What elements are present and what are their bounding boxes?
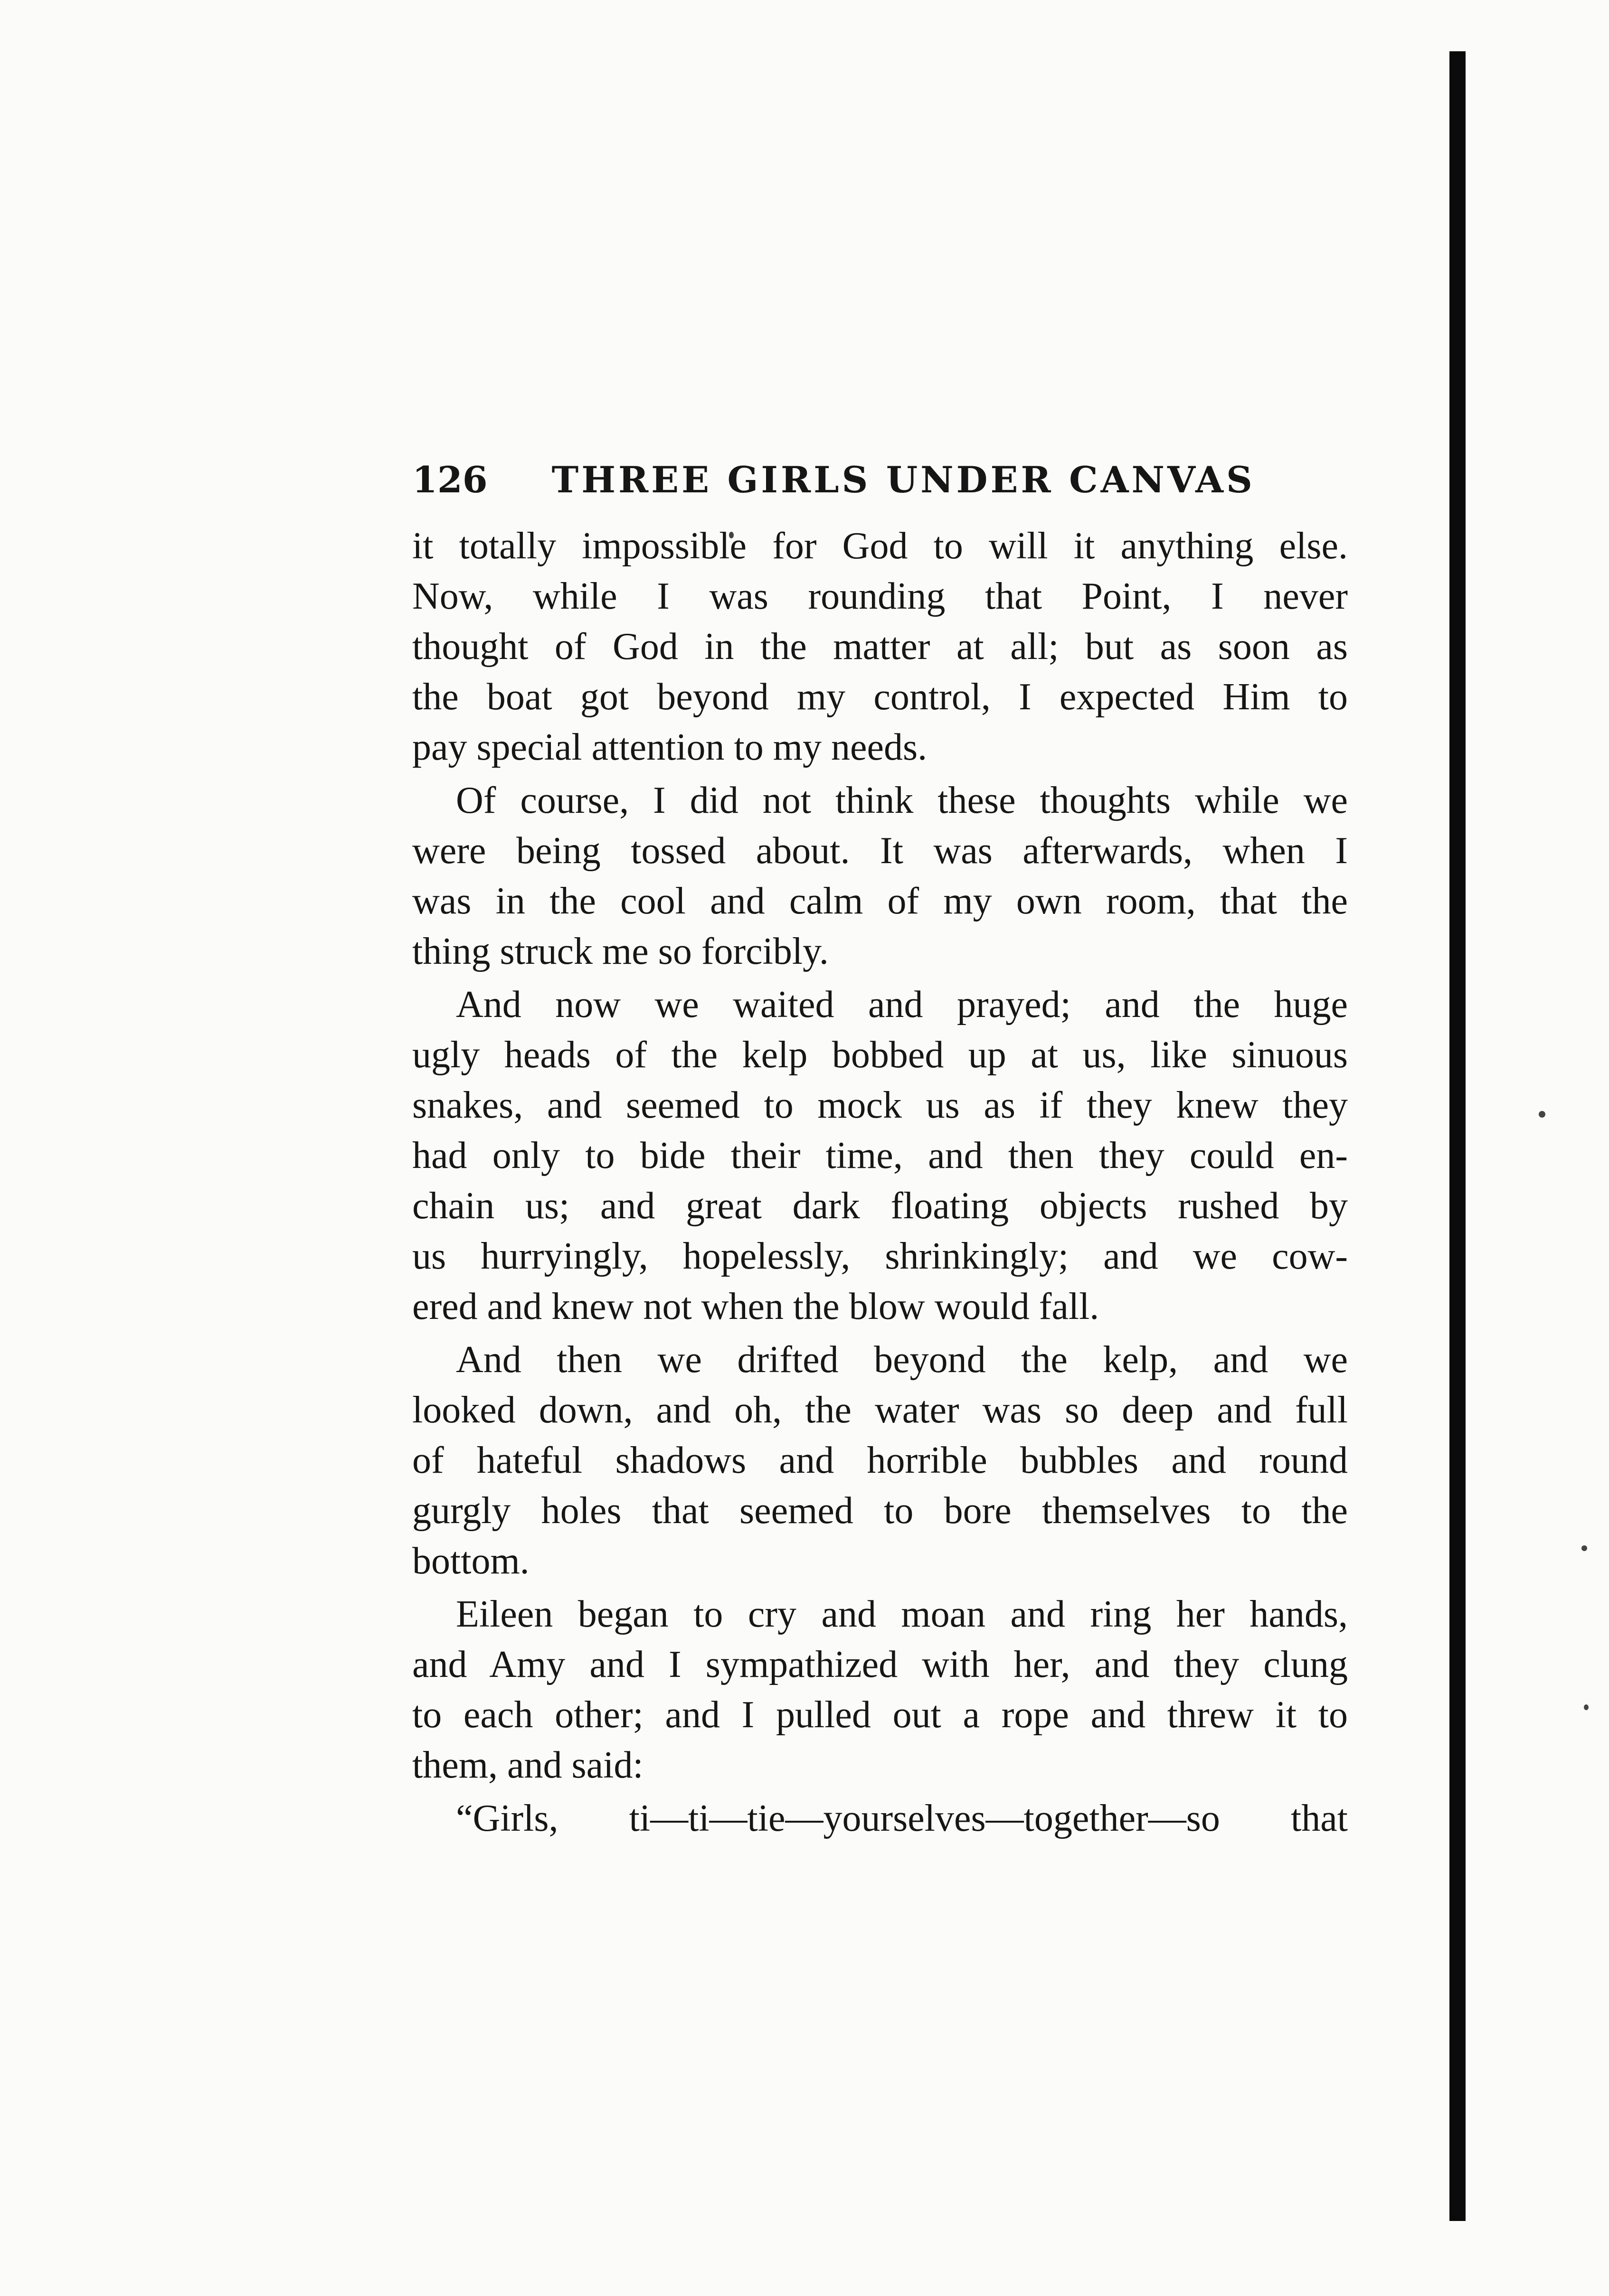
text-line: ered and knew not when the blow would fall. <box>412 1286 1099 1327</box>
text-line: thought of God in the matter at all; but as soon as <box>412 626 1348 668</box>
text-line: thing struck me so forcibly. <box>412 931 829 972</box>
text-line: Eileen began to cry and moan and ring her hands, <box>456 1593 1348 1635</box>
paragraph-3 <box>412 979 1348 1332</box>
text-line: And then we drifted beyond the kelp, and we <box>456 1339 1348 1381</box>
print-speck <box>1584 1704 1589 1710</box>
text-line: Of course, I did not think these thoughts while we <box>456 780 1348 821</box>
text-line: were being tossed about. It was afterwards, when I <box>412 830 1348 872</box>
text-line: was in the cool and calm of my own room, that the <box>412 880 1348 922</box>
text-line: bottom. <box>412 1540 530 1582</box>
page-number: 126 <box>412 459 488 501</box>
paragraph-5 <box>412 1589 1348 1790</box>
text-line: gurgly holes that seemed to bore themselves to the <box>412 1490 1348 1532</box>
text-line: of hateful shadows and horrible bubbles and round <box>412 1440 1348 1481</box>
text-line: And now we waited and prayed; and the huge <box>456 984 1348 1026</box>
text-line: it totally impossible for God to will it anything else. <box>412 525 1348 567</box>
running-header <box>412 458 1348 502</box>
text-line: to each other; and I pulled out a rope and threw it to <box>412 1694 1348 1736</box>
text-line: ugly heads of the kelp bobbed up at us, like sinuous <box>412 1034 1348 1076</box>
text-line: looked down, and oh, the water was so deep and full <box>412 1389 1348 1431</box>
book-page <box>412 458 1348 1846</box>
text-line: pay special attention to my needs. <box>412 726 928 768</box>
text-line: had only to bide their time, and then they could en- <box>412 1135 1348 1176</box>
paragraph-4 <box>412 1335 1348 1586</box>
text-line: Now, while I was rounding that Point, I never <box>412 575 1348 617</box>
text-line: us hurryingly, hopelessly, shrinkingly; and we cow- <box>412 1235 1348 1277</box>
running-title: THREE GIRLS UNDER CANVAS <box>551 459 1255 501</box>
text-line: “Girls, ti—ti—tie—yourselves—together—so that <box>456 1797 1348 1839</box>
text-line: and Amy and I sympathized with her, and they clung <box>412 1644 1348 1685</box>
paragraph-6 <box>412 1793 1348 1844</box>
paragraph-2 <box>412 775 1348 977</box>
page-edge-shadow <box>1449 51 1466 2221</box>
text-line: chain us; and great dark floating objects rushed by <box>412 1185 1348 1227</box>
print-speck <box>1539 1111 1545 1118</box>
text-line: snakes, and seemed to mock us as if they knew they <box>412 1084 1348 1126</box>
text-line: the boat got beyond my control, I expected Him to <box>412 676 1348 718</box>
text-line: them, and said: <box>412 1744 644 1786</box>
print-speck <box>1581 1545 1587 1551</box>
paragraph-1 <box>412 521 1348 772</box>
